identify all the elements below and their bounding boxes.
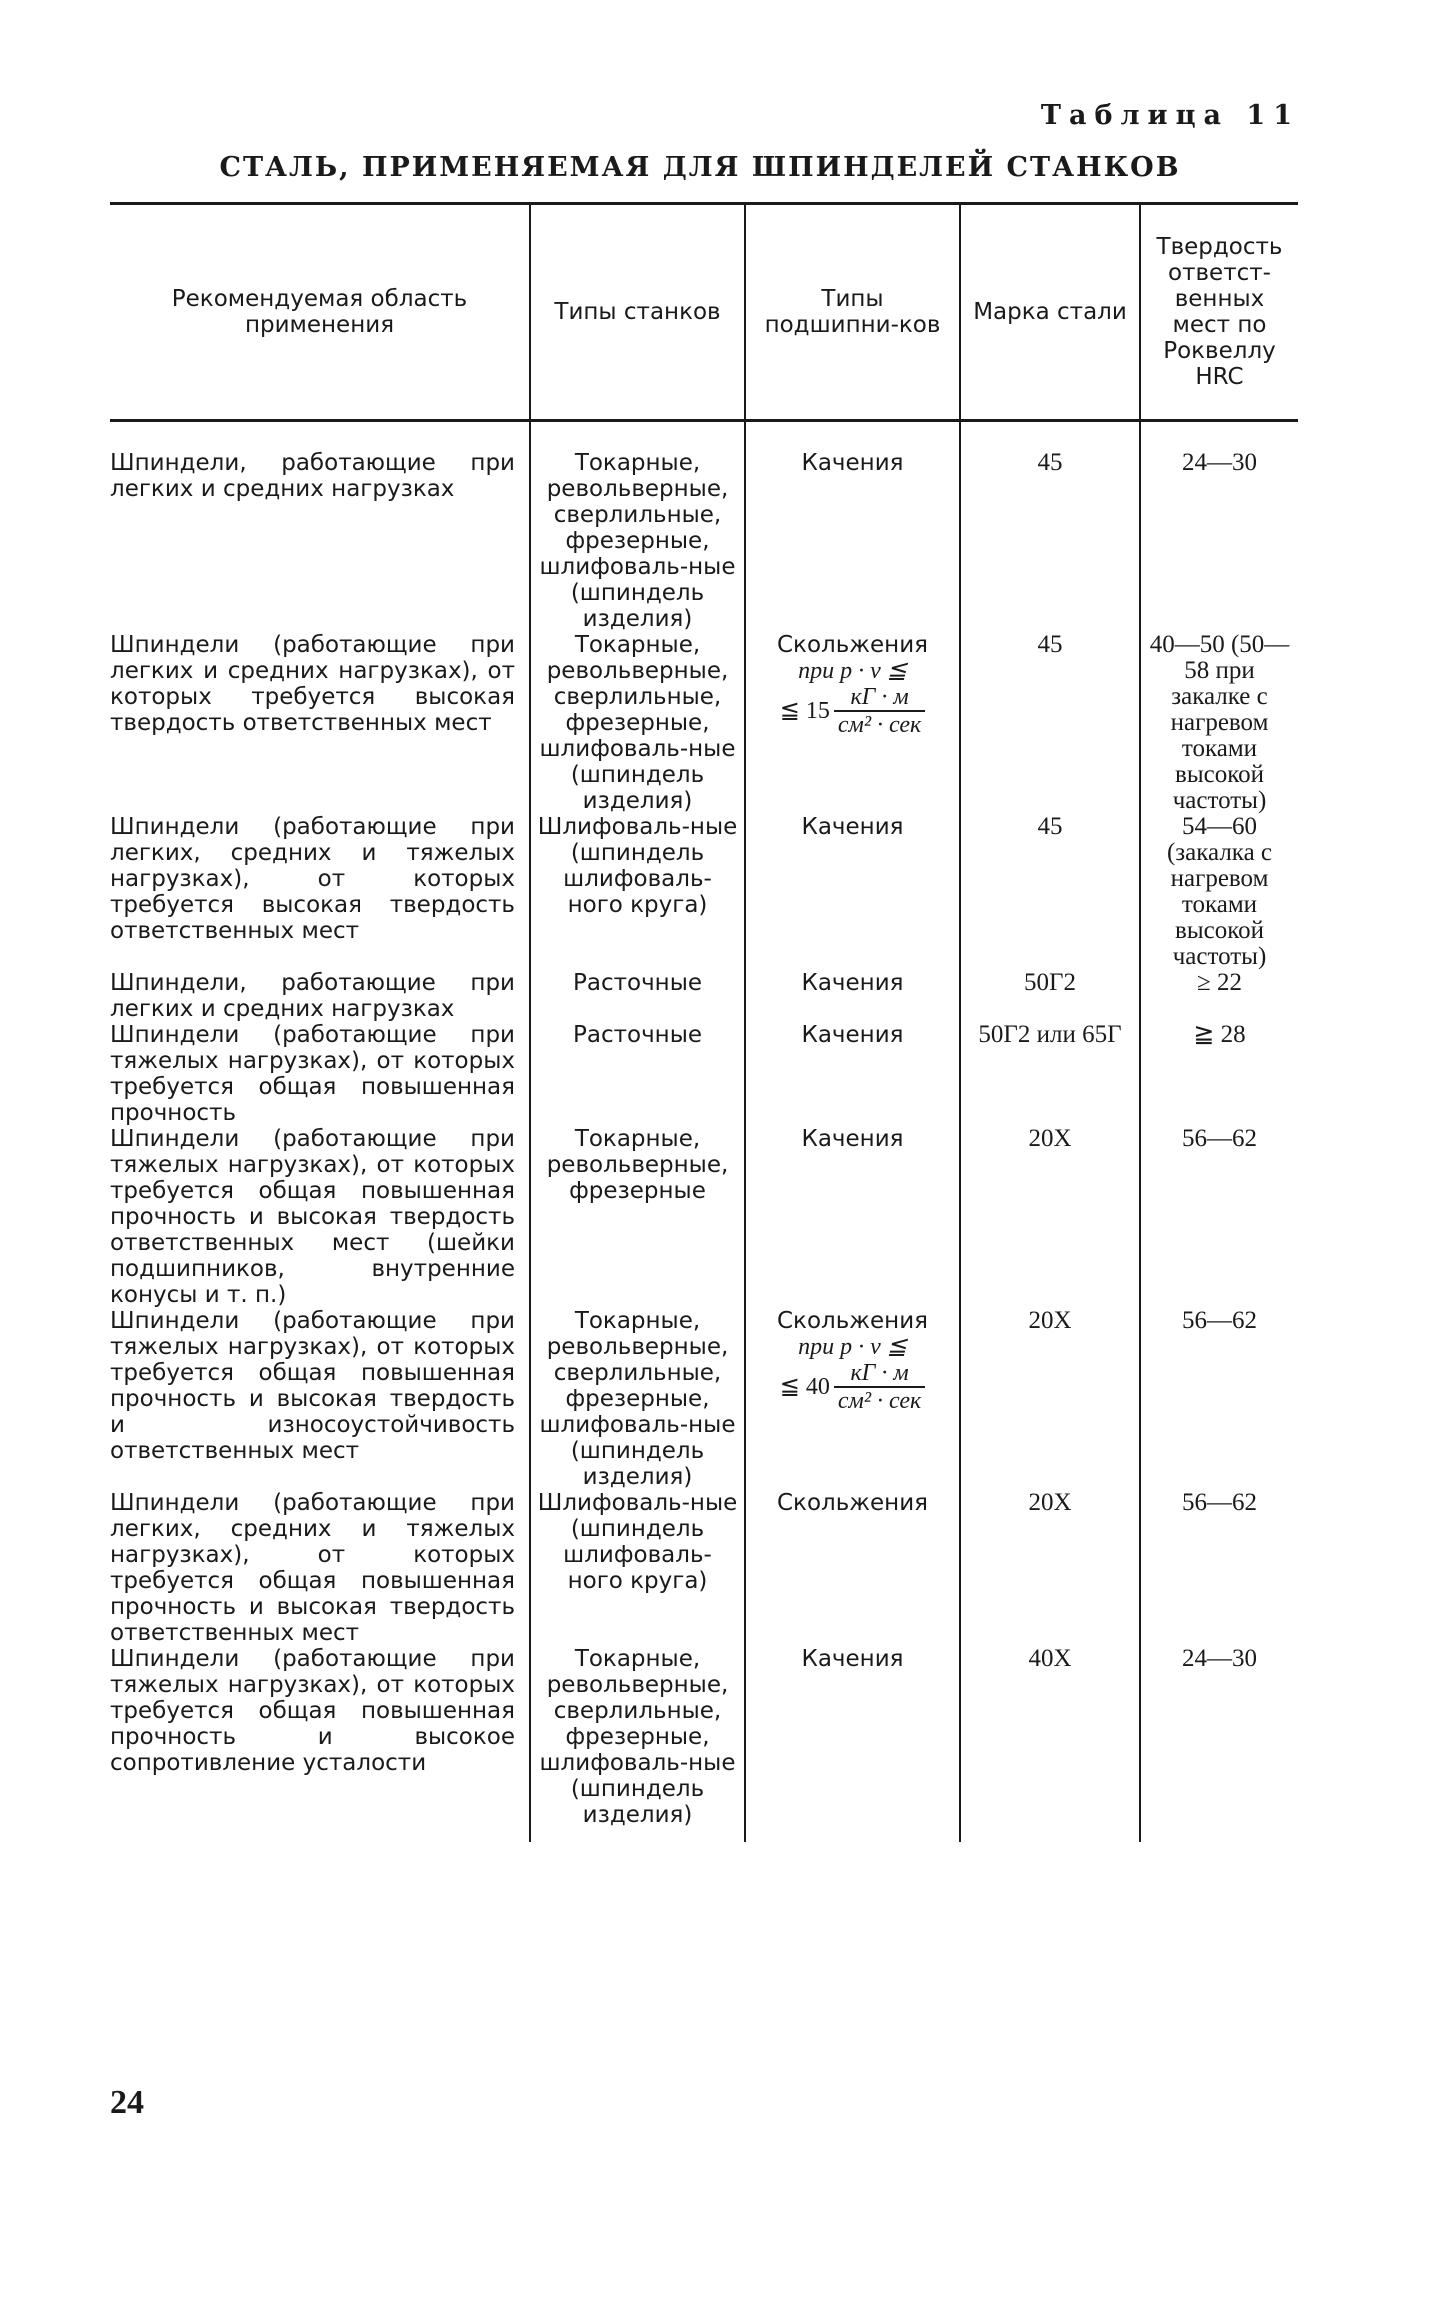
fraction-denominator: см² · сек	[837, 712, 922, 738]
steel-grade-cell: 20Х	[960, 1126, 1140, 1308]
hardness-cell: 56—62	[1140, 1126, 1298, 1308]
table-number-label: Таблица 11	[1040, 100, 1300, 131]
steel-grade-cell: 45	[960, 632, 1140, 814]
machine-type-cell: Шлифоваль-ные (шпиндель шлифоваль-ного круга)	[530, 1490, 745, 1646]
area-cell: Шпиндели (работающие при тяжелых нагрузках), от которых требуется общая повышенная прочность и высокое сопротивление усталости	[110, 1646, 515, 1776]
area-cell: Шпиндели (работающие при тяжелых нагрузках), от которых требуется общая повышенная прочность и высокая твердость и износоустойчивость ответственных мест	[110, 1308, 515, 1464]
steel-grade-cell: 50Г2 или 65Г	[960, 1022, 1140, 1126]
column-header-bearing: Типы подшипни-ков	[745, 204, 960, 421]
steel-grade-cell: 45	[960, 814, 1140, 970]
hardness-cell: 56—62	[1140, 1308, 1298, 1490]
fraction-numerator: кГ · м	[834, 1360, 925, 1388]
machine-type-cell: Расточные	[530, 970, 745, 1022]
machine-type-cell: Токарные, револьверные, сверлильные, фрезерные, шлифоваль-ные (шпиндель изделия)	[530, 1308, 745, 1490]
steel-grade-cell: 50Г2	[960, 970, 1140, 1022]
bearing-type-cell	[745, 814, 960, 970]
area-cell: Шпиндели (работающие при тяжелых нагрузках), от которых требуется общая повышенная прочность	[110, 1022, 515, 1126]
bearing-type-cell	[745, 1646, 960, 1842]
fraction-numerator: кГ · м	[834, 684, 925, 712]
machine-type-cell: Токарные, револьверные, сверлильные, фрезерные, шлифоваль-ные (шпиндель изделия)	[530, 1646, 745, 1842]
table-row	[110, 1308, 1298, 1490]
hardness-cell: 54—60 (закалка с нагревом токами высокой частоты)	[1140, 814, 1298, 970]
area-cell: Шпиндели, работающие при легких и средних нагрузках	[110, 450, 515, 502]
hardness-cell: 24—30	[1140, 421, 1298, 633]
bearing-label: Качения	[801, 1646, 904, 1672]
formula-units-fraction	[834, 1360, 925, 1414]
bearing-label: Качения	[801, 970, 904, 996]
steel-grade-cell: 40Х	[960, 1646, 1140, 1842]
steel-spindle-table	[110, 202, 1298, 1842]
steel-grade-cell: 20Х	[960, 1308, 1140, 1490]
machine-type-cell: Токарные, револьверные, сверлильные, фрезерные, шлифоваль-ные (шпиндель изделия)	[530, 632, 745, 814]
machine-type-cell: Расточные	[530, 1022, 745, 1126]
machine-type-cell: Токарные, револьверные, сверлильные, фрезерные, шлифоваль-ные (шпиндель изделия)	[530, 421, 745, 633]
hardness-cell: 56—62	[1140, 1490, 1298, 1646]
bearing-type-cell	[745, 1308, 960, 1490]
formula-condition: при p · v ≦	[798, 1334, 907, 1360]
page-title: СТАЛЬ, ПРИМЕНЯЕМАЯ ДЛЯ ШПИНДЕЛЕЙ СТАНКОВ	[219, 152, 1181, 183]
table-header-row	[110, 204, 1298, 421]
column-header-steel: Марка стали	[960, 204, 1140, 421]
bearing-label: Качения	[801, 1126, 904, 1152]
area-cell: Шпиндели (работающие при легких, средних и тяжелых нагрузках), от которых требуется общая повышенная прочность и высокая твердость ответственных мест	[110, 1490, 515, 1646]
table-body	[110, 421, 1298, 1843]
bearing-label: Качения	[801, 1022, 904, 1048]
table-row	[110, 970, 1298, 1022]
table-row	[110, 1646, 1298, 1842]
hardness-cell: ≥ 22	[1140, 970, 1298, 1022]
hardness-cell: ≧ 28	[1140, 1022, 1298, 1126]
bearing-label: Скольжения	[777, 1490, 928, 1516]
hardness-cell: 40—50 (50—58 при закалке с нагревом токами высокой частоты)	[1140, 632, 1298, 814]
formula-limit: ≦ 40	[779, 1374, 830, 1400]
formula-limit: ≦ 15	[779, 698, 830, 724]
bearing-label: Качения	[801, 450, 904, 476]
bearing-type-cell	[745, 421, 960, 633]
machine-type-cell: Токарные, револьверные, фрезерные	[530, 1126, 745, 1308]
fraction-denominator: см² · сек	[837, 1388, 922, 1414]
formula-units-fraction	[834, 684, 925, 738]
machine-type-cell: Шлифоваль-ные (шпиндель шлифоваль-ного круга)	[530, 814, 745, 970]
bearing-label: Качения	[801, 814, 904, 840]
table-row	[110, 1126, 1298, 1308]
page-number: 24	[110, 2084, 144, 2121]
steel-grade-cell: 45	[960, 421, 1140, 633]
formula-condition: при p · v ≦	[798, 658, 907, 684]
bearing-type-cell	[745, 1490, 960, 1646]
bearing-label: Скольжения	[777, 632, 928, 658]
bearing-type-cell	[745, 1022, 960, 1126]
column-header-hrc: Твердость ответст-венных мест по Роквеллу HRC	[1140, 204, 1298, 421]
table-row	[110, 1022, 1298, 1126]
column-header-machine: Типы станков	[530, 204, 745, 421]
column-header-area: Рекомендуемая область применения	[110, 204, 530, 421]
bearing-type-cell	[745, 1126, 960, 1308]
area-cell: Шпиндели (работающие при тяжелых нагрузках), от которых требуется общая повышенная прочность и высокая твердость ответственных мест (шейки подшипников, внутренние конусы и т. п.)	[110, 1126, 515, 1308]
table-row	[110, 814, 1298, 970]
area-cell: Шпиндели (работающие при легких и средних нагрузках), от которых требуется высокая твердость ответственных мест	[110, 632, 515, 736]
area-cell: Шпиндели, работающие при легких и средних нагрузках	[110, 970, 515, 1022]
pressure-velocity-formula	[752, 658, 953, 738]
table-row	[110, 632, 1298, 814]
hardness-cell: 24—30	[1140, 1646, 1298, 1842]
bearing-type-cell	[745, 970, 960, 1022]
table-row	[110, 421, 1298, 633]
bearing-type-cell	[745, 632, 960, 814]
steel-grade-cell: 20Х	[960, 1490, 1140, 1646]
pressure-velocity-formula	[752, 1334, 953, 1414]
bearing-label: Скольжения	[777, 1308, 928, 1334]
table-row	[110, 1490, 1298, 1646]
area-cell: Шпиндели (работающие при легких, средних и тяжелых нагрузках), от которых требуется высокая твердость ответственных мест	[110, 814, 515, 944]
